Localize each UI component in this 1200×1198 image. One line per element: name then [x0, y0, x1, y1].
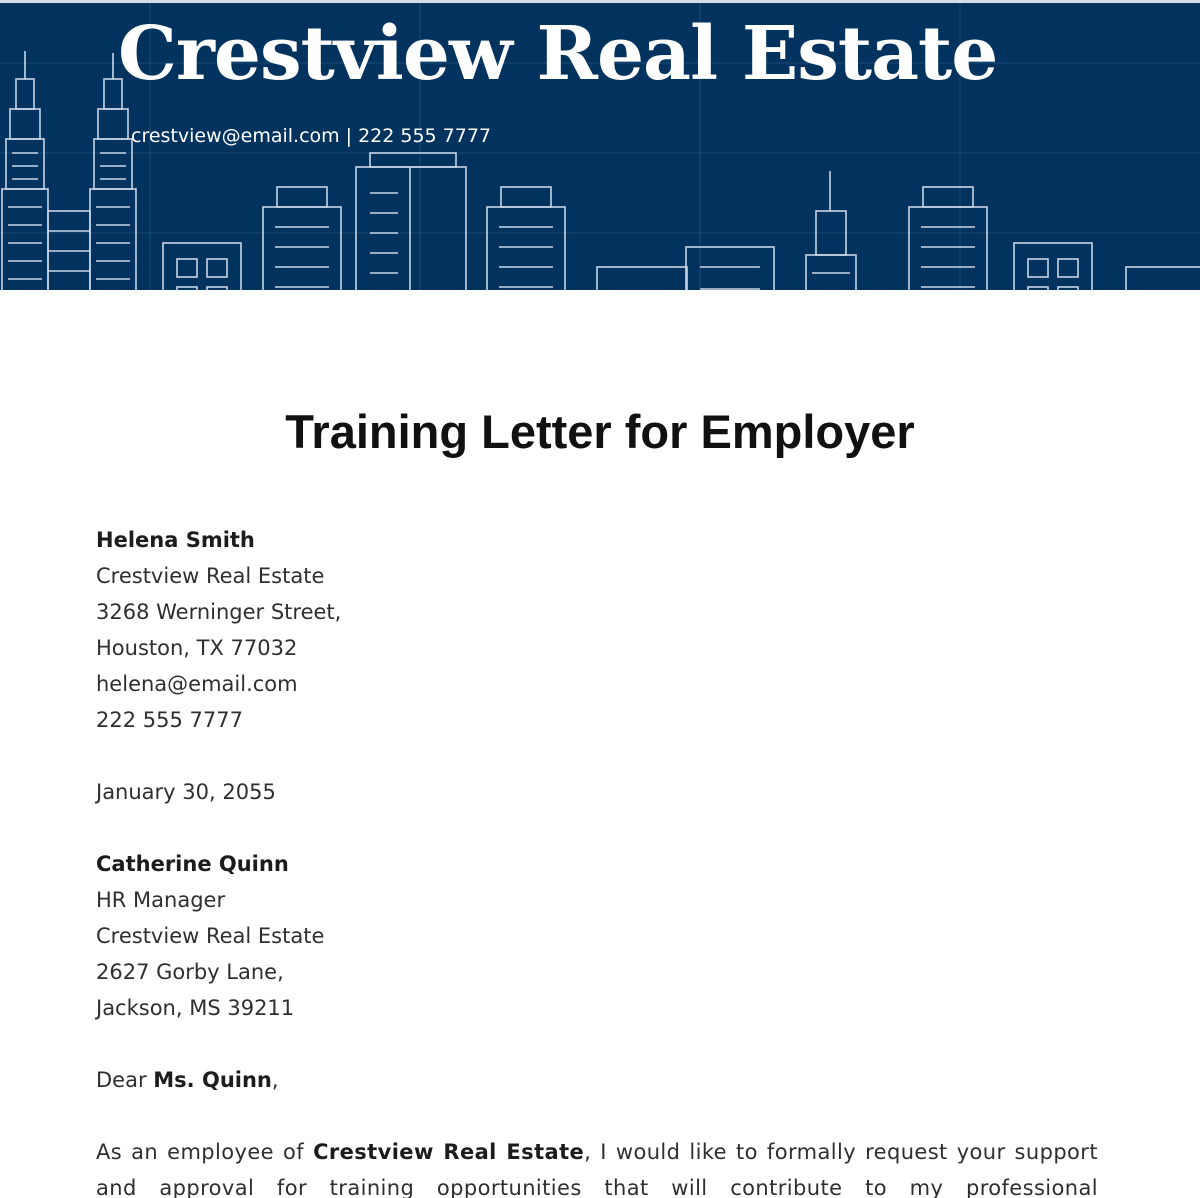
document-title: Training Letter for Employer [285, 405, 915, 458]
company-name: Crestview Real Estate [118, 11, 998, 97]
salutation-greeting: Dear [96, 1068, 154, 1092]
recipient-name: Catherine Quinn [96, 852, 289, 876]
sender-address-block [96, 522, 1100, 738]
contact-separator: | [345, 125, 353, 147]
sender-phone: 222 555 7777 [96, 708, 243, 732]
recipient-street: 2627 Gorby Lane, [96, 960, 284, 984]
salutation [96, 1062, 1100, 1098]
header-banner [0, 0, 1200, 290]
recipient-company: Crestview Real Estate [96, 924, 325, 948]
letter-date-block [96, 774, 1100, 810]
salutation-name: Ms. Quinn [153, 1068, 272, 1092]
recipient-city: Jackson, MS 39211 [96, 996, 295, 1020]
body-paragraph [96, 1134, 1098, 1198]
company-contact-line [131, 127, 491, 146]
letter-date: January 30, 2055 [96, 780, 276, 804]
sender-street: 3268 Werninger Street, [96, 600, 342, 624]
sender-email: helena@email.com [96, 672, 298, 696]
recipient-address-block [96, 846, 1100, 1026]
body-company: Crestview Real Estate [313, 1140, 585, 1164]
salutation-line [96, 1062, 1100, 1098]
company-phone: 222 555 7777 [358, 125, 492, 147]
company-email: crestview@email.com [131, 125, 340, 147]
salutation-punctuation: , [271, 1068, 279, 1092]
body-intro: As an employee of [96, 1140, 314, 1164]
sender-company: Crestview Real Estate [96, 564, 325, 588]
sender-name: Helena Smith [96, 528, 255, 552]
body-text: , I would like to formally request your support and approval for training opportunities that will contribute to my professional [96, 1140, 1098, 1198]
sender-city: Houston, TX 77032 [96, 636, 298, 660]
recipient-position: HR Manager [96, 888, 226, 912]
